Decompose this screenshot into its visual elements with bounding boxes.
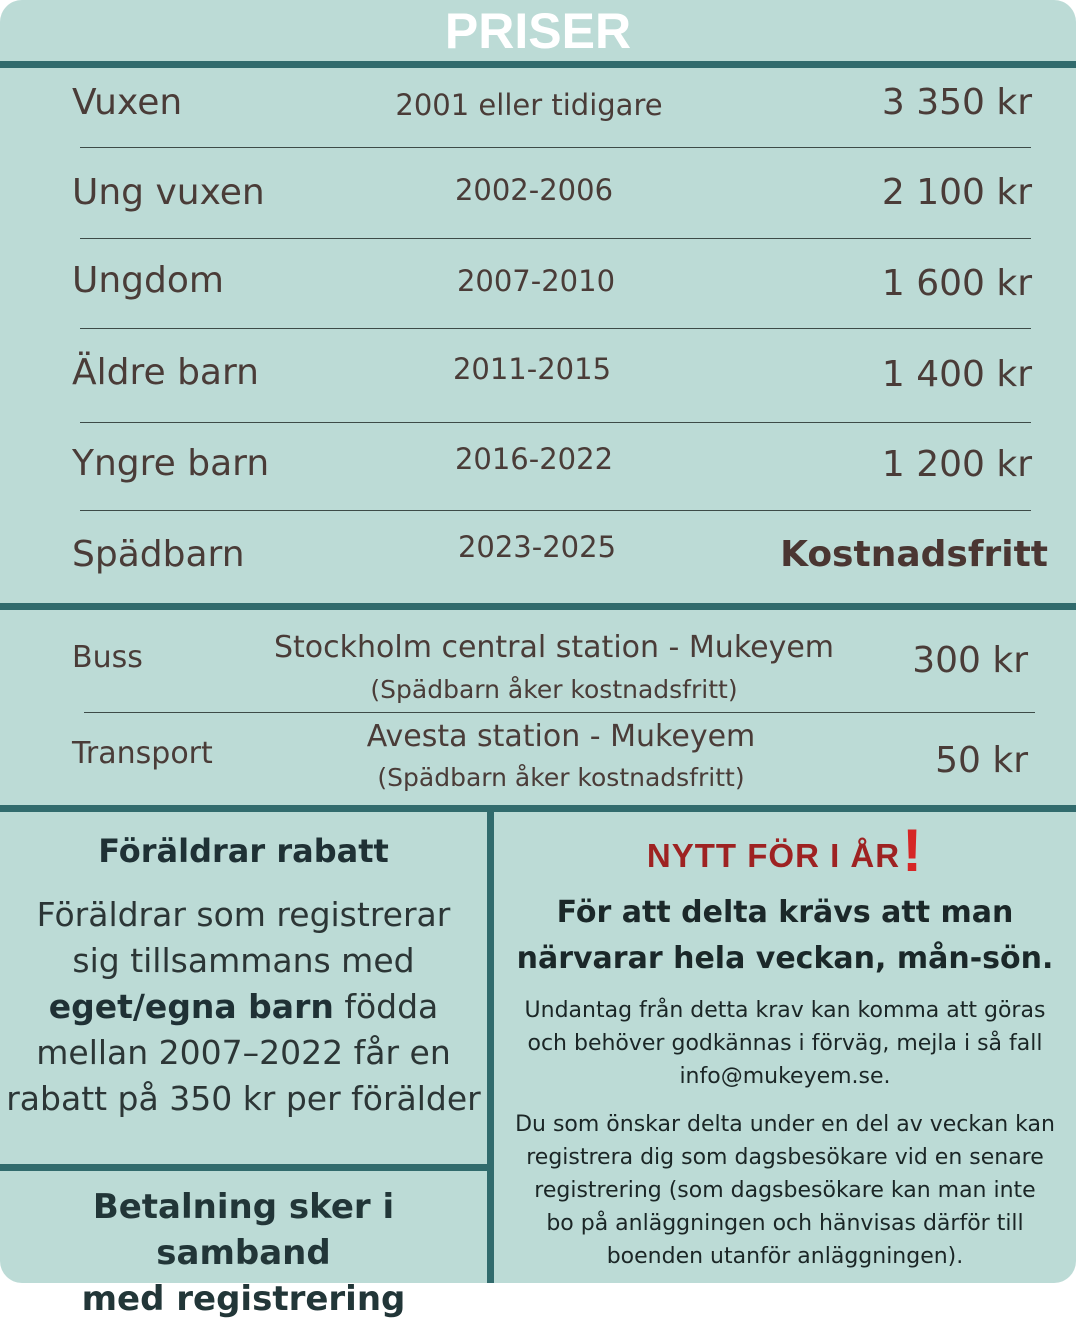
parents-discount-line: mellan 2007–2022 får en <box>36 1033 451 1072</box>
payment-notice <box>0 1184 487 1322</box>
price-category: Ungdom <box>72 260 224 301</box>
news-text-line: boenden utanför anläggningen). <box>606 1244 964 1269</box>
news-text-line: bo på anläggningen och hänvisas därför till <box>546 1211 1024 1236</box>
transport-note: (Spädbarn åker kostnadsfritt) <box>370 675 738 704</box>
price-amount: 3 350 kr <box>881 82 1032 123</box>
news-text-line: registrera dig som dagsbesökare vid en senare <box>526 1145 1044 1170</box>
parents-discount-line <box>0 984 487 1030</box>
price-category: Äldre barn <box>72 352 259 393</box>
price-category: Spädbarn <box>72 534 245 575</box>
row-divider <box>84 712 1035 713</box>
parents-discount-line-rest: födda <box>333 987 439 1026</box>
exclamation-icon: ! <box>902 817 924 884</box>
transport-route: Stockholm central station - Mukeyem <box>273 630 835 665</box>
row-divider <box>80 422 1031 423</box>
transport-price: 50 kr <box>935 740 1028 781</box>
news-text-line: och behöver godkännas i förväg, mejla i så fall <box>527 1031 1043 1056</box>
parents-discount-line: Föräldrar som registrerar <box>36 895 451 934</box>
price-years: 2007-2010 <box>456 264 616 298</box>
parents-discount-line: sig tillsammans med <box>72 941 415 980</box>
transport-route: Avesta station - Mukeyem <box>366 719 756 754</box>
price-free-label: Kostnadsfritt <box>780 534 1048 575</box>
price-category: Ung vuxen <box>72 172 265 213</box>
price-years: 2002-2006 <box>454 173 614 207</box>
news-text-line: registrering (som dagsbesökare kan man inte <box>534 1178 1036 1203</box>
payment-divider <box>0 1164 487 1171</box>
column-divider <box>487 812 494 1283</box>
transport-note: (Spädbarn åker kostnadsfritt) <box>377 763 745 792</box>
price-category: Yngre barn <box>72 443 270 484</box>
price-amount: 2 100 kr <box>881 172 1032 213</box>
news-requirement-line: För att delta krävs att man <box>556 895 1014 930</box>
title-divider <box>0 61 1076 68</box>
news-heading-text: NYTT FÖR I ÅR <box>646 837 901 874</box>
parents-discount-emphasis: eget/egna barn <box>48 987 334 1026</box>
page-title: PRISER <box>444 3 632 59</box>
price-amount: 1 400 kr <box>881 354 1032 395</box>
section-divider <box>0 805 1076 812</box>
row-divider <box>80 510 1031 511</box>
transport-label: Transport <box>72 736 213 771</box>
parents-discount-box <box>0 814 487 1164</box>
parents-discount-heading: Föräldrar rabatt <box>98 832 389 870</box>
row-divider <box>80 328 1031 329</box>
price-years: 2023-2025 <box>457 530 617 564</box>
price-category: Vuxen <box>72 82 183 123</box>
news-exception-text <box>502 994 1068 1093</box>
section-divider <box>0 603 1076 610</box>
news-text-line: Undantag från detta krav kan komma att göras <box>524 998 1046 1023</box>
row-divider <box>80 238 1031 239</box>
row-divider <box>80 147 1031 148</box>
price-amount: 1 200 kr <box>881 444 1032 485</box>
price-years: 2011-2015 <box>452 352 612 386</box>
price-years: 2016-2022 <box>454 442 614 476</box>
price-amount: 1 600 kr <box>881 263 1032 304</box>
price-years: 2001 eller tidigare <box>395 88 663 122</box>
news-email: info@mukeyem.se. <box>679 1064 891 1089</box>
news-box <box>494 814 1076 1283</box>
news-requirement-line: närvarar hela veckan, mån-sön. <box>516 941 1054 976</box>
transport-label: Buss <box>72 640 143 675</box>
parents-discount-line: rabatt på 350 kr per förälder <box>6 1079 481 1118</box>
news-requirement <box>494 890 1076 982</box>
news-heading <box>494 817 1076 884</box>
transport-price: 300 kr <box>912 640 1028 681</box>
parents-discount-text <box>0 892 487 1122</box>
news-daytime-text <box>502 1108 1068 1273</box>
payment-line: med registrering <box>81 1279 406 1319</box>
payment-line: Betalning sker i samband <box>92 1187 395 1273</box>
news-text-line: Du som önskar delta under en del av veckan kan <box>515 1112 1055 1137</box>
